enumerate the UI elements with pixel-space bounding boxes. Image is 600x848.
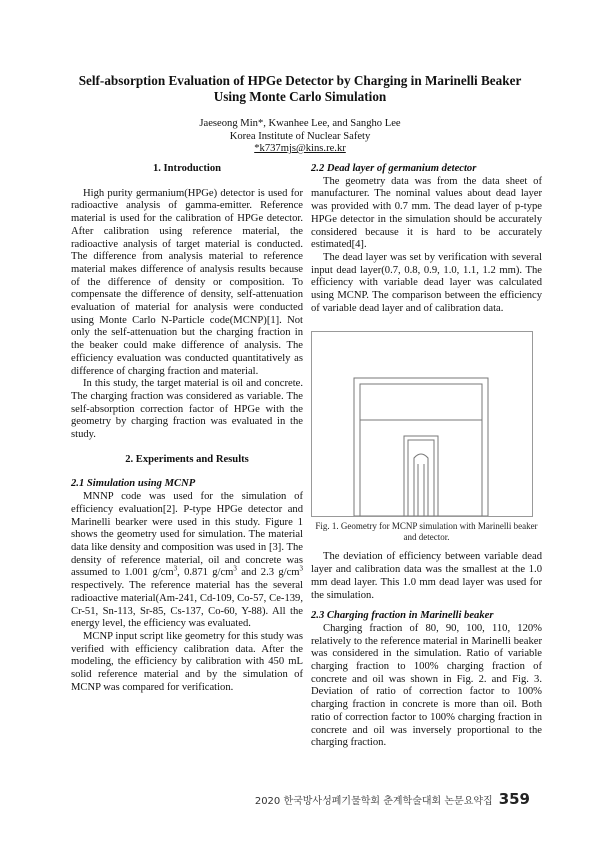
subsection-heading-dead-layer: 2.2 Dead layer of germanium detector [311, 163, 477, 174]
figure-1-caption: Fig. 1. Geometry for MCNP simulation with Marinelli beaker and detector. [315, 521, 538, 543]
title-line-2: Using Monte Carlo Simulation [213, 89, 387, 104]
subsection-heading-simulation: 2.1 Simulation using MCNP [71, 478, 196, 490]
dead-layer-paragraph-3: The deviation of efficiency between variable dead layer and calibration data was the smallest at the 1.0 mm dead layer. This 1.0 mm dead layer was used for the simulation. [311, 551, 542, 601]
germanium-crystal [414, 454, 428, 516]
beaker-inner-wall [360, 384, 482, 516]
detector-endcap [408, 440, 434, 516]
author-email[interactable]: *k737mjs@kins.re.kr [254, 143, 346, 154]
superscript-3: 3 [173, 564, 178, 573]
sim-paragraph-2: MCNP input script like geometry for this study was verified with efficiency calibration data. After the modeling, the efficiency by calibration with 450 mL solid reference material and by the simulation of MCNP was compared for verification. [71, 630, 303, 693]
subsection-heading-charging-fraction: 2.3 Charging fraction in Marinelli beaker [311, 610, 494, 622]
intro-paragraph-1: High purity germanium(HPGe) detector is used for radioactive analysis of gamma-emitter. Reference material is used for the calibration of HPGe detector. After calibration using reference material, the radioactive analysis of target material is conducted. The difference from analysis material to reference material makes difference of analysis results because of the difference of density or composition. To compensate the difference of density, self-attenuation evaluation of material for analysis were conducted using Monte Carlo N-Particle code(MCNP)[1]. Not only the self-attenuation but the charging fraction in the beaker could make difference of analysis. The efficiency evaluation was conducted quantitatively as difference of charging fraction and material. [71, 187, 303, 377]
superscript-3: 3 [299, 564, 304, 573]
sim-paragraph-1: MNNP code was used for the simulation of efficiency evaluation[2]. P-type HPGe detector and Marinelli bearker were used in this study. Figure 1 shows the geometry used for simulation. The material data like density and composition was used in [3]. The density of reference material, oil and concrete was assumed to 1.001 $g/cm^3$, 0.871 $g/cm^3$ and 2.3 $g/cm^3$ respectively. The reference material has the several radioactive material(Am-241, Cd-109, Co-57, Ce-139, Cr-51, Sn-113, Sr-85, Cs-137, Co-60, Y-88). All the energy level, the efficiency was evaluated. [71, 491, 304, 630]
charging-paragraph-1: Charging fraction of 80, 90, 100, 110, 120% relatively to the reference material in Marinelli beaker was considered in the simulation. Ratio of variable charging fraction to 100% charging fraction of concrete and oil was shown in Fig. 2. and Fig. 3. Deviation of ratio of correction factor to 100% charging fraction in concrete is more than oil. Both ratio of correction factor to 100% charging fraction in concrete and oil was inversely proportional to the charging fraction. [311, 622, 542, 749]
detector-well [404, 436, 438, 516]
figure-1-geometry [311, 331, 533, 517]
author-names: Jaeseong Min*, Kwanhee Lee, and Sangho Lee [199, 118, 401, 129]
section-heading-experiments: 2. Experiments and Results [125, 453, 249, 465]
dead-layer-paragraph-2: The dead layer was set by verification with several input dead layer(0.7, 0.8, 0.9, 1.0, 1.1, 1.2 mm). The efficiency with variable dead layer was calculated using MCNP. The comparison between the efficiency of variable dead layer and of calibration data. [311, 251, 542, 314]
title-line-1: Self-absorption Evaluation of HPGe Detector by Charging in Marinelli Beaker [78, 73, 522, 88]
dead-layer-paragraph-1: The geometry data was from the data sheet of manufacturer. The nominal values about dead layer was provided with 0.7 mm. The dead layer of p-type HPGe detector in the simulation should be accurately considered because it is hard to be accurately estimated[4]. [311, 175, 542, 251]
paper-title [40, 73, 560, 105]
section-heading-introduction: 1. Introduction [152, 163, 222, 174]
right-column [311, 163, 542, 750]
superscript-3: 3 [233, 564, 237, 573]
intro-paragraph-2: In this study, the target material is oil and concrete. The charging fraction was considered as variable. The self-absorption correction factor of HPGe with the geometry by charging fraction was evaluated in the study. [71, 378, 303, 441]
author-affiliation: Korea Institute of Nuclear Safety [229, 130, 371, 142]
beaker-outer-wall [354, 378, 488, 516]
left-column [71, 163, 303, 694]
proceedings-title: 2020 한국방사성폐기물학회 춘계학술대회 논문요약집 [254, 796, 493, 807]
marinelli-geometry-diagram [312, 332, 532, 516]
page-footer [255, 790, 530, 808]
author-block [60, 118, 540, 156]
page-number: 359 [498, 790, 530, 808]
